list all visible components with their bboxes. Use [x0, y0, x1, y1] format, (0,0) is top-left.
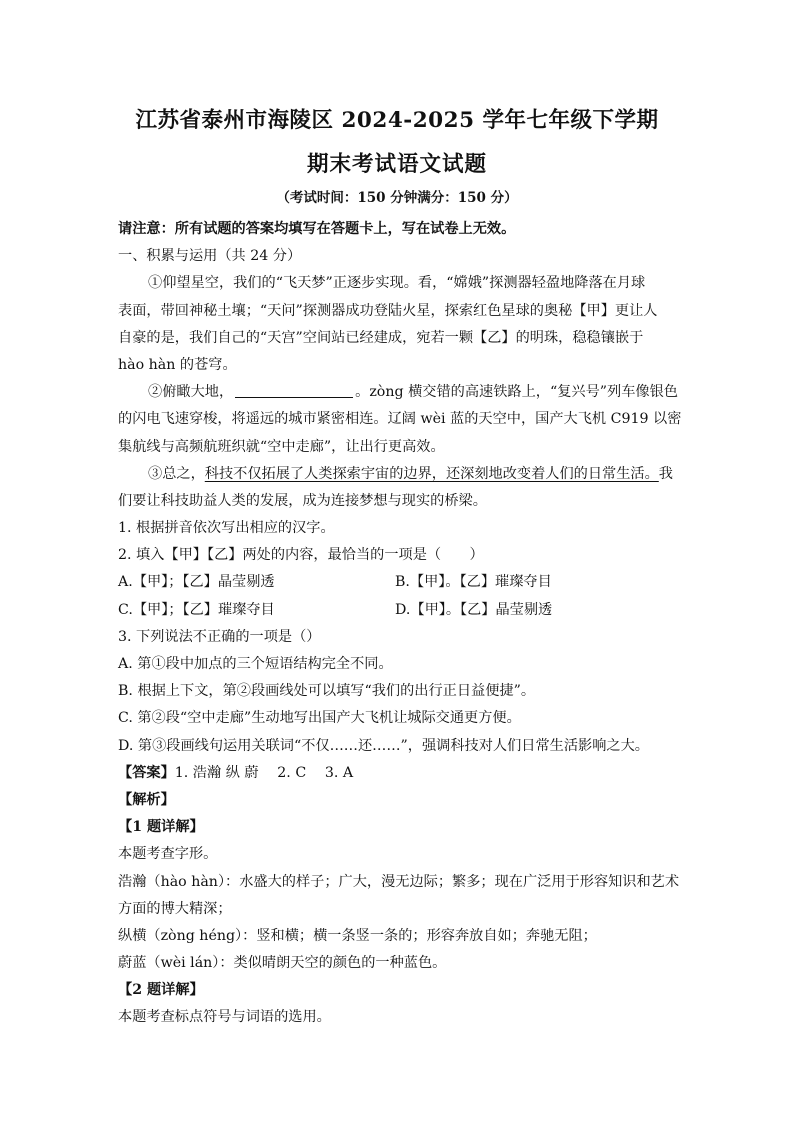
question-2-options-row — [118, 597, 678, 624]
question-3-option: C. 第②段“空中走廊”生动地写出国产大飞机让城际交通更方便。 — [118, 710, 521, 727]
analysis-line: 本题考查字形。 — [118, 846, 218, 863]
passage-p2-line: 的闪电飞速穿梭，将遥远的城市紧密相连。辽阔 wèi 蓝的天空中，国产大飞机 C919 以密 — [118, 411, 682, 428]
analysis-line: 本题考查标点符号与词语的选用。 — [118, 1009, 331, 1026]
section-heading: 一、积累与运用（共 24 分） — [118, 248, 302, 265]
question-3-option: B. 根据上下文，第②段画线处可以填写“我们的出行正日益便捷”。 — [118, 683, 536, 700]
passage-p1-line: 自豪的是，我们自己的“天宫”空间站已经建成，宛若一颗【乙】的明珠，稳稳镶嵌于 — [118, 329, 644, 346]
passage-p3-line: 们要让科技助益人类的发展，成为连接梦想与现实的桥梁。 — [118, 492, 487, 509]
analysis-line: 方面的博大精深； — [118, 900, 232, 917]
passage-p2-cont: 。zòng 横交错的高速铁路上，“复兴号”列车像银色 — [355, 384, 678, 401]
exam-time-info: （考试时间：150 分钟满分：150 分） — [276, 190, 518, 206]
question-2-options-row — [118, 569, 678, 596]
question-3: 3. 下列说法不正确的一项是（） — [118, 628, 321, 645]
underlined-sentence: 科技不仅拓展了人类探索宇宙的边界，还深刻地改变着人们的日常生活。 — [204, 465, 659, 482]
passage-p2-line: 集航线与高频航班织就“空中走廊”，让出行更高效。 — [118, 438, 445, 455]
exam-content — [118, 216, 682, 1032]
answer-label: 【答案】 — [118, 764, 175, 781]
passage-p2-start: ②俯瞰大地， — [148, 384, 234, 401]
option-a: A.【甲】；【乙】晶莹剔透 — [118, 574, 275, 591]
q2-detail-heading: 【2 题详解】 — [118, 982, 204, 999]
passage-p2-line — [118, 379, 678, 406]
analysis-line: 浩瀚（hào hàn）：水盛大的样子；广大，漫无边际；繁多；现在广泛用于形容知识和艺术 — [118, 873, 680, 890]
exam-title-line2: 期末考试语文试题 — [306, 152, 487, 177]
analysis-heading: 【解析】 — [118, 791, 175, 808]
answer-line — [118, 760, 678, 787]
analysis-line: 蔚蓝（wèi lán）：类似晴朗天空的颜色的一种蓝色。 — [118, 955, 447, 972]
passage-p1-line: 表面，带回神秘土壤；“天问”探测器成功登陆火星，探索红色星球的奥秘【甲】更让人 — [118, 302, 658, 319]
question-2: 2. 填入【甲】【乙】两处的内容，最恰当的一项是（ ） — [118, 547, 484, 564]
analysis-line: 纵横（zòng héng）：竖和横；横一条竖一条的；形容奔放自如；奔驰无阻； — [118, 927, 597, 944]
question-3-option: A. 第①段中加点的三个短语结构完全不同。 — [118, 656, 393, 672]
option-d: D.【甲】。【乙】晶莹剔透 — [395, 601, 553, 618]
exam-title-line1: 江苏省泰州市海陵区 2024-2025 学年七年级下学期 — [135, 108, 659, 133]
passage-p3-line — [118, 461, 678, 488]
option-c: C.【甲】；【乙】璀璨夺目 — [118, 601, 275, 618]
passage-p1-line: ①仰望星空，我们的“飞天梦”正逐步实现。看，“嫦娥”探测器轻盈地降落在月球 — [148, 275, 646, 292]
q1-detail-heading: 【1 题详解】 — [118, 819, 204, 836]
passage-p1-line: hào hàn 的苍穹。 — [118, 356, 237, 373]
fill-blank — [235, 382, 353, 398]
passage-p3-start: ③总之， — [148, 465, 205, 482]
option-b: B.【甲】。【乙】璀璨夺目 — [395, 574, 552, 591]
question-1: 1. 根据拼音依次写出相应的汉字。 — [118, 520, 335, 537]
question-3-option: D. 第③段画线句运用关联词“不仅……还……”，强调科技对人们日常生活影响之大。 — [118, 737, 649, 754]
answer-text: 1. 浩瀚 纵 蔚 2. C 3. A — [174, 764, 354, 781]
notice: 请注意：所有试题的答案均填写在答题卡上，写在试卷上无效。 — [118, 221, 516, 237]
passage-p3-cont: 我 — [658, 465, 673, 482]
